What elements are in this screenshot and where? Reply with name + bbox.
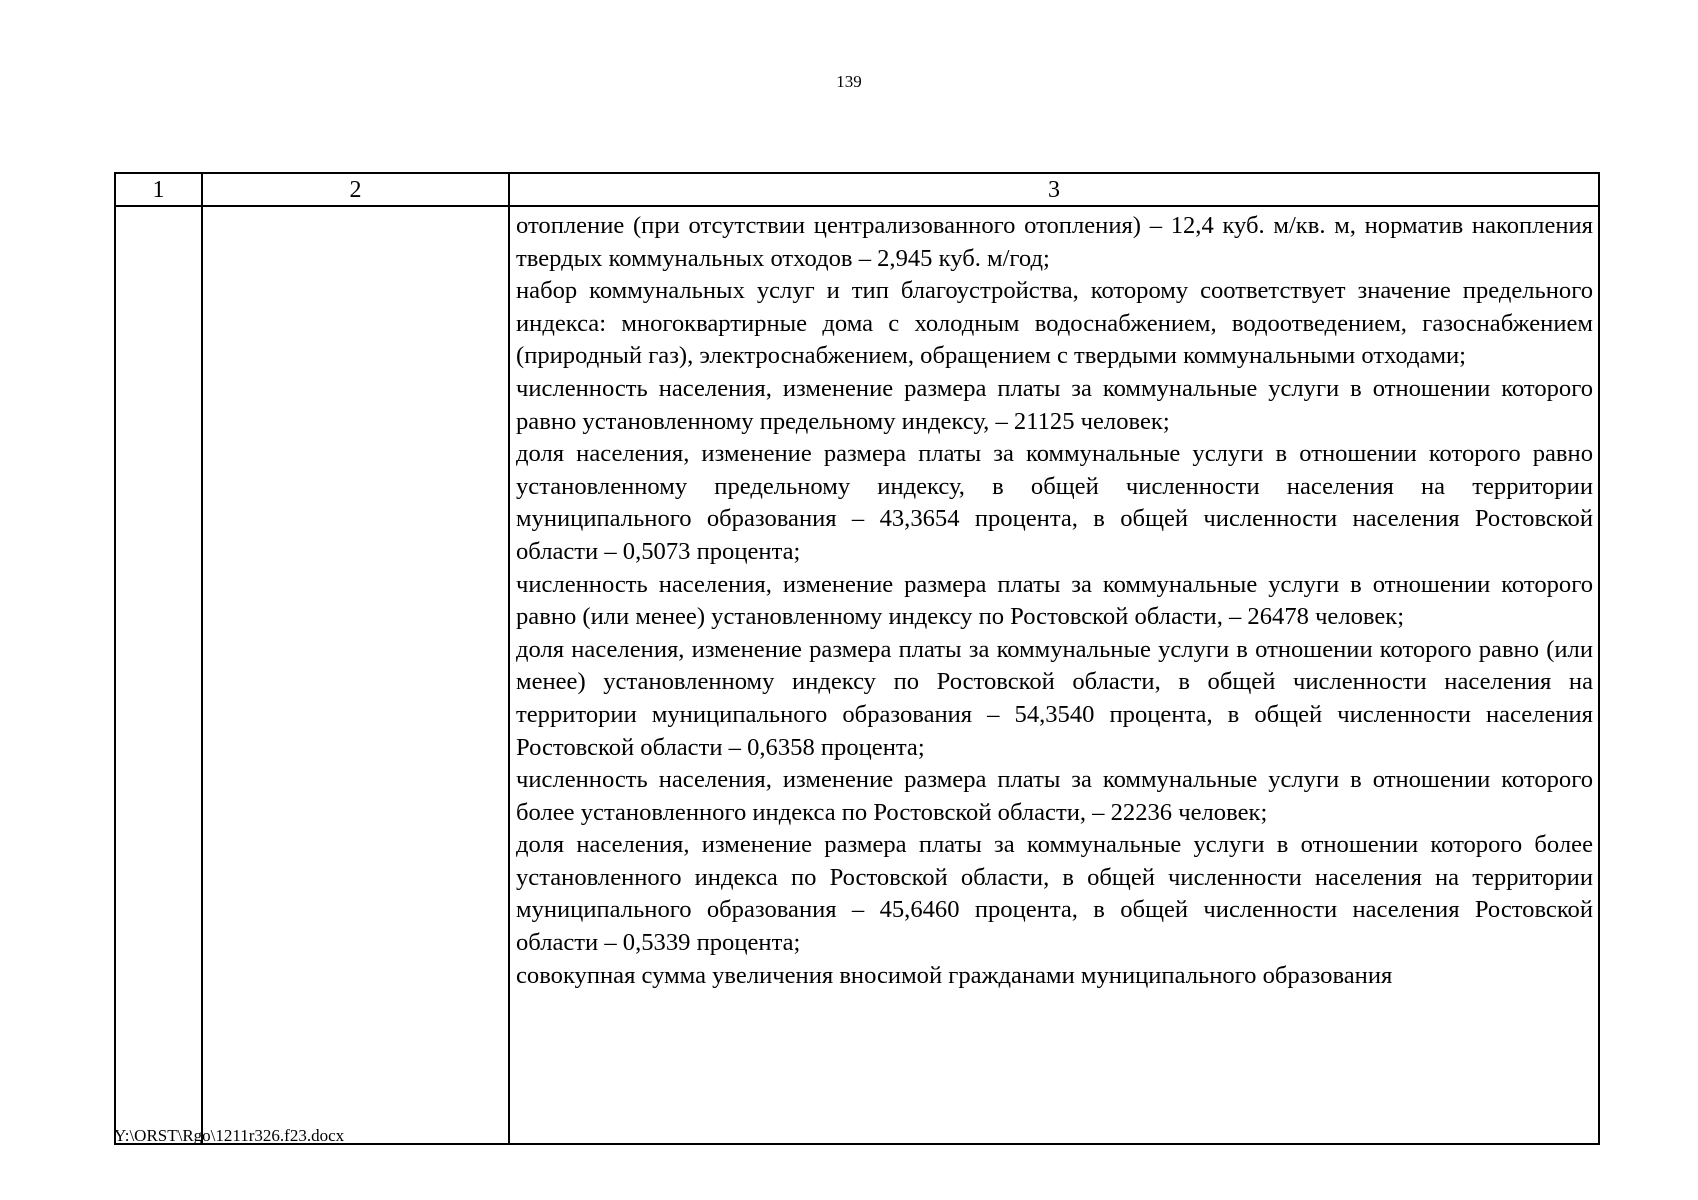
content-paragraph: численность населения, изменение размера платы за коммунальные услуги в отношении которого более установленного индекса по Ростовской области, – 22236 человек; — [516, 766, 1593, 826]
content-paragraph: доля населения, изменение размера платы за коммунальные услуги в отношении которого равно установленному предельному индексу, в общей численности населения на территории муниципального образования – 43,3654 процента, в общей численности населения Ростовской области – 0,5073 процента; — [516, 440, 1593, 565]
document-table — [114, 172, 1600, 1145]
table-header-row — [115, 173, 1599, 206]
content-paragraph: набор коммунальных услуг и тип благоустройства, которому соответствует значение предельного индекса: многоквартирные дома с холодным водоснабжением, водоотведением, газоснабжением (природный газ), электроснабжением, обращением с твердыми коммунальными отходами; — [516, 277, 1593, 370]
content-paragraph: численность населения, изменение размера платы за коммунальные услуги в отношении которого равно установленному предельному индексу, – 21125 человек; — [516, 374, 1593, 435]
content-paragraph: доля населения, изменение размера платы за коммунальные услуги в отношении которого более установленного индекса по Ростовской области, в общей численности населения на территории муниципального образования – 45,6460 процента, в общей численности населения Ростовской области – 0,5339 процента; — [516, 831, 1593, 957]
content-paragraph: отопление (при отсутствии централизованного отопления) – 12,4 куб. м/кв. м, норматив накопления твердых коммунальных отходов – 2,945 куб. м/год; — [516, 212, 1593, 272]
column-header-2: 2 — [202, 173, 509, 206]
column-header-1: 1 — [115, 173, 202, 206]
page-number: 139 — [836, 72, 862, 91]
column-header-3: 3 — [509, 173, 1599, 206]
footer-file-path: Y:\ORST\Rgo\1211r326.f23.docx — [114, 1126, 345, 1145]
content-paragraph: численность населения, изменение размера платы за коммунальные услуги в отношении которого равно (или менее) установленному индексу по Ростовской области, – 26478 человек; — [516, 570, 1593, 631]
column-2-cell — [202, 206, 509, 1144]
column-1-cell — [115, 206, 202, 1144]
content-paragraph: доля населения, изменение размера платы за коммунальные услуги в отношении которого равно (или менее) установленному индексу по Ростовской области, в общей численности населения на территории муниципального образования – 54,3540 процента, в общей численности населения Ростовской области – 0,6358 процента; — [516, 635, 1593, 761]
table-row — [115, 206, 1599, 1144]
column-3-content-cell — [509, 206, 1599, 1144]
content-paragraph: совокупная сумма увеличения вносимой гражданами муниципального образования — [516, 961, 1393, 989]
